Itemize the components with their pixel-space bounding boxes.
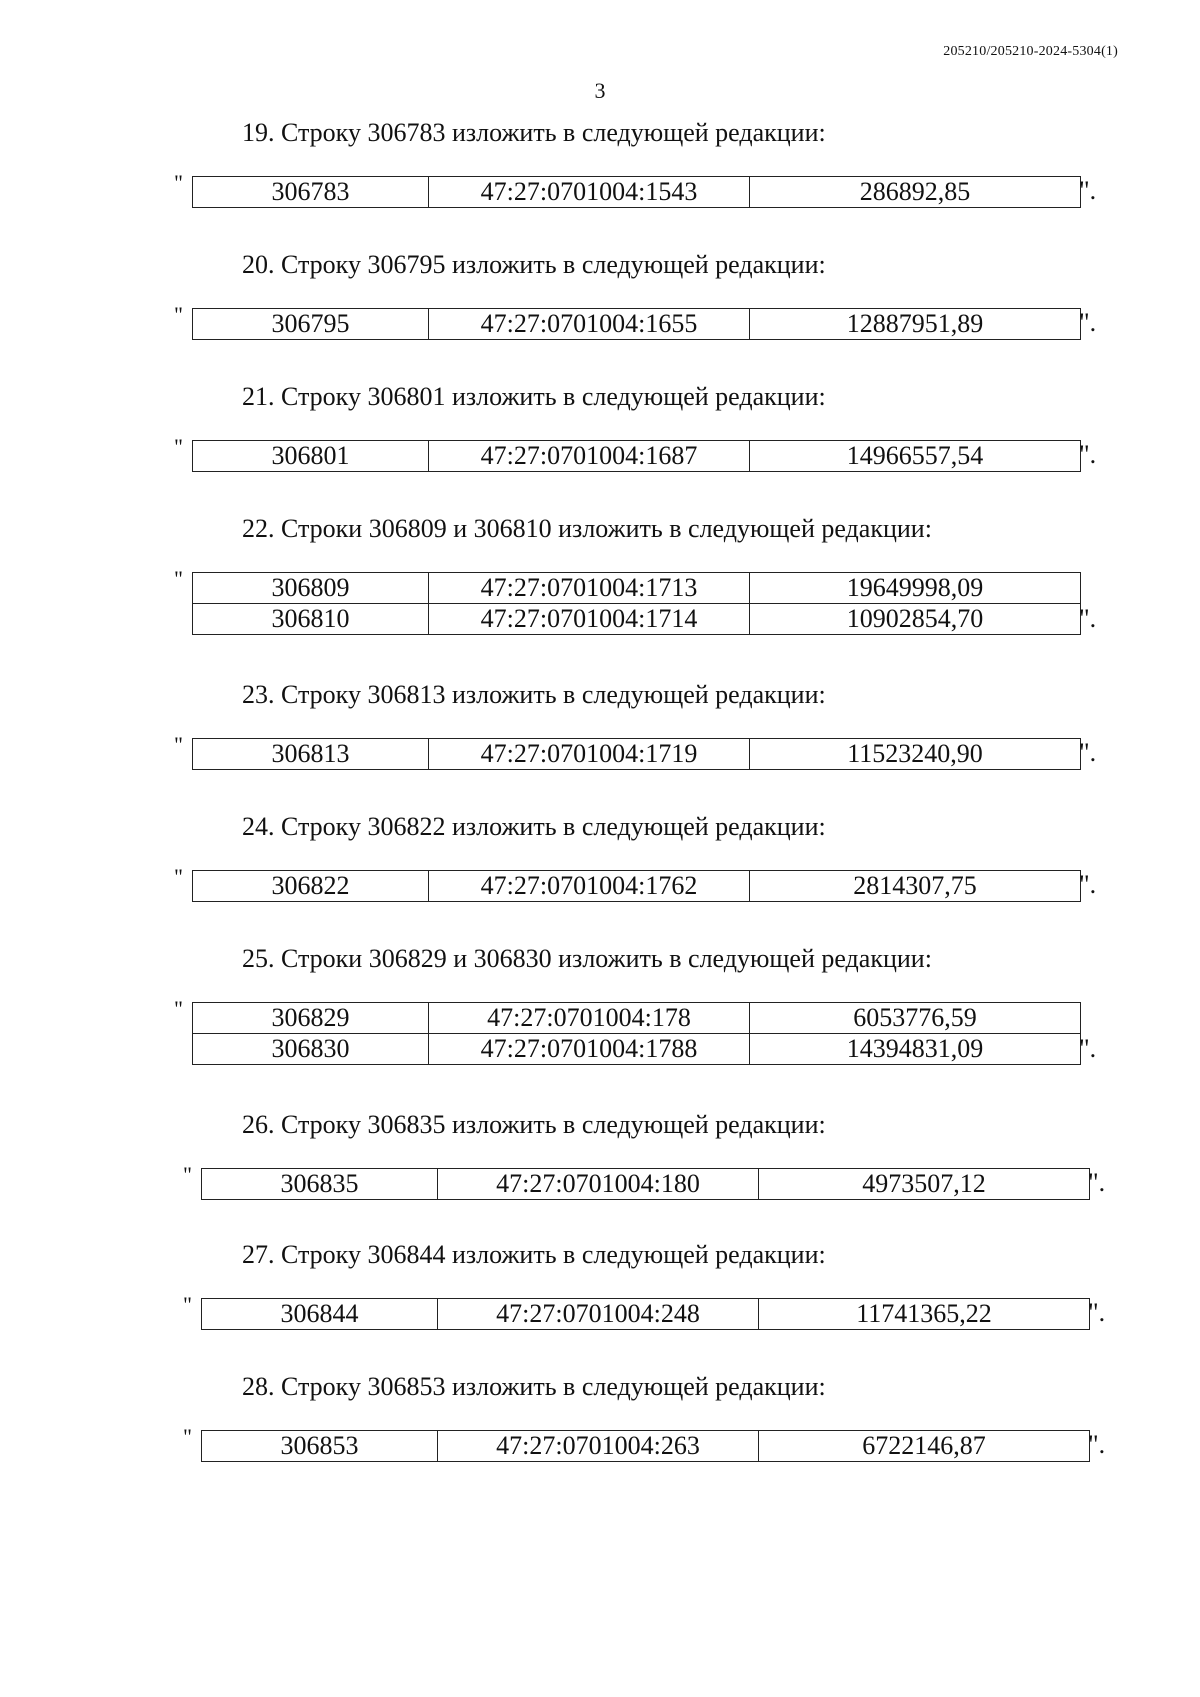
closing-quote: ". <box>1079 870 1097 899</box>
amendment-table <box>192 572 1081 635</box>
row-number-cell: 306829 <box>193 1003 429 1034</box>
closing-quote: ". <box>1079 176 1097 205</box>
value-cell: 6053776,59 <box>750 1003 1081 1034</box>
table-row <box>202 1431 1090 1462</box>
amendment-instruction: 19. Строку 306783 изложить в следующей редакции: <box>242 118 826 147</box>
table-row <box>193 739 1081 770</box>
closing-quote: ". <box>1088 1168 1106 1197</box>
amendment-item <box>0 944 1200 1064</box>
cadastral-number-cell: 47:27:0701004:1719 <box>429 739 750 770</box>
cadastral-number-cell: 47:27:0701004:248 <box>438 1299 759 1330</box>
opening-quote: " <box>183 1292 192 1317</box>
document-id: 205210/205210-2024-5304(1) <box>943 44 1118 59</box>
value-cell: 11741365,22 <box>759 1299 1090 1330</box>
cadastral-number-cell: 47:27:0701004:1655 <box>429 309 750 340</box>
cadastral-number-cell: 47:27:0701004:1714 <box>429 604 750 635</box>
amendment-table <box>192 440 1081 472</box>
opening-quote: " <box>174 996 183 1021</box>
cadastral-number-cell: 47:27:0701004:1543 <box>429 177 750 208</box>
amendment-instruction: 23. Строку 306813 изложить в следующей редакции: <box>242 680 826 709</box>
amendment-instruction: 25. Строки 306829 и 306830 изложить в следующей редакции: <box>242 944 932 973</box>
table-row <box>193 441 1081 472</box>
row-number-cell: 306835 <box>202 1169 438 1200</box>
closing-quote: ". <box>1079 1034 1097 1063</box>
amendment-table <box>201 1298 1090 1330</box>
closing-quote: ". <box>1079 738 1097 767</box>
table-row <box>193 871 1081 902</box>
cadastral-number-cell: 47:27:0701004:1687 <box>429 441 750 472</box>
amendment-item <box>0 1372 1200 1492</box>
value-cell: 4973507,12 <box>759 1169 1090 1200</box>
amendment-item <box>0 1110 1200 1230</box>
closing-quote: ". <box>1079 308 1097 337</box>
cadastral-number-cell: 47:27:0701004:1713 <box>429 573 750 604</box>
value-cell: 286892,85 <box>750 177 1081 208</box>
amendment-item <box>0 250 1200 370</box>
closing-quote: ". <box>1088 1430 1106 1459</box>
amendment-table <box>201 1168 1090 1200</box>
table-row <box>193 1034 1081 1065</box>
amendment-instruction: 27. Строку 306844 изложить в следующей редакции: <box>242 1240 826 1269</box>
table-row <box>193 604 1081 635</box>
amendment-item <box>0 680 1200 800</box>
value-cell: 19649998,09 <box>750 573 1081 604</box>
row-number-cell: 306830 <box>193 1034 429 1065</box>
closing-quote: ". <box>1079 604 1097 633</box>
value-cell: 10902854,70 <box>750 604 1081 635</box>
row-number-cell: 306795 <box>193 309 429 340</box>
opening-quote: " <box>183 1424 192 1449</box>
opening-quote: " <box>174 434 183 459</box>
amendment-instruction: 24. Строку 306822 изложить в следующей редакции: <box>242 812 826 841</box>
opening-quote: " <box>183 1162 192 1187</box>
amendment-table <box>201 1430 1090 1462</box>
row-number-cell: 306810 <box>193 604 429 635</box>
amendment-table <box>192 870 1081 902</box>
table-row <box>193 309 1081 340</box>
table-row <box>202 1169 1090 1200</box>
table-row <box>202 1299 1090 1330</box>
cadastral-number-cell: 47:27:0701004:1788 <box>429 1034 750 1065</box>
opening-quote: " <box>174 864 183 889</box>
row-number-cell: 306822 <box>193 871 429 902</box>
row-number-cell: 306813 <box>193 739 429 770</box>
value-cell: 12887951,89 <box>750 309 1081 340</box>
closing-quote: ". <box>1079 440 1097 469</box>
amendment-item <box>0 382 1200 502</box>
table-row <box>193 573 1081 604</box>
value-cell: 14966557,54 <box>750 441 1081 472</box>
page-number: 3 <box>594 78 606 103</box>
amendment-table <box>192 738 1081 770</box>
amendment-item <box>0 514 1200 634</box>
value-cell: 6722146,87 <box>759 1431 1090 1462</box>
opening-quote: " <box>174 732 183 757</box>
amendment-instruction: 20. Строку 306795 изложить в следующей редакции: <box>242 250 826 279</box>
amendment-table <box>192 176 1081 208</box>
table-row <box>193 177 1081 208</box>
value-cell: 14394831,09 <box>750 1034 1081 1065</box>
table-row <box>193 1003 1081 1034</box>
amendment-instruction: 21. Строку 306801 изложить в следующей редакции: <box>242 382 826 411</box>
cadastral-number-cell: 47:27:0701004:263 <box>438 1431 759 1462</box>
amendment-instruction: 28. Строку 306853 изложить в следующей редакции: <box>242 1372 826 1401</box>
amendment-table <box>192 1002 1081 1065</box>
amendment-item <box>0 118 1200 238</box>
amendment-table <box>192 308 1081 340</box>
row-number-cell: 306801 <box>193 441 429 472</box>
closing-quote: ". <box>1088 1298 1106 1327</box>
row-number-cell: 306853 <box>202 1431 438 1462</box>
cadastral-number-cell: 47:27:0701004:180 <box>438 1169 759 1200</box>
row-number-cell: 306809 <box>193 573 429 604</box>
row-number-cell: 306844 <box>202 1299 438 1330</box>
amendment-item <box>0 1240 1200 1360</box>
amendment-instruction: 22. Строки 306809 и 306810 изложить в следующей редакции: <box>242 514 932 543</box>
opening-quote: " <box>174 566 183 591</box>
value-cell: 11523240,90 <box>750 739 1081 770</box>
amendment-instruction: 26. Строку 306835 изложить в следующей редакции: <box>242 1110 826 1139</box>
opening-quote: " <box>174 302 183 327</box>
cadastral-number-cell: 47:27:0701004:1762 <box>429 871 750 902</box>
value-cell: 2814307,75 <box>750 871 1081 902</box>
row-number-cell: 306783 <box>193 177 429 208</box>
opening-quote: " <box>174 170 183 195</box>
cadastral-number-cell: 47:27:0701004:178 <box>429 1003 750 1034</box>
amendment-item <box>0 812 1200 932</box>
